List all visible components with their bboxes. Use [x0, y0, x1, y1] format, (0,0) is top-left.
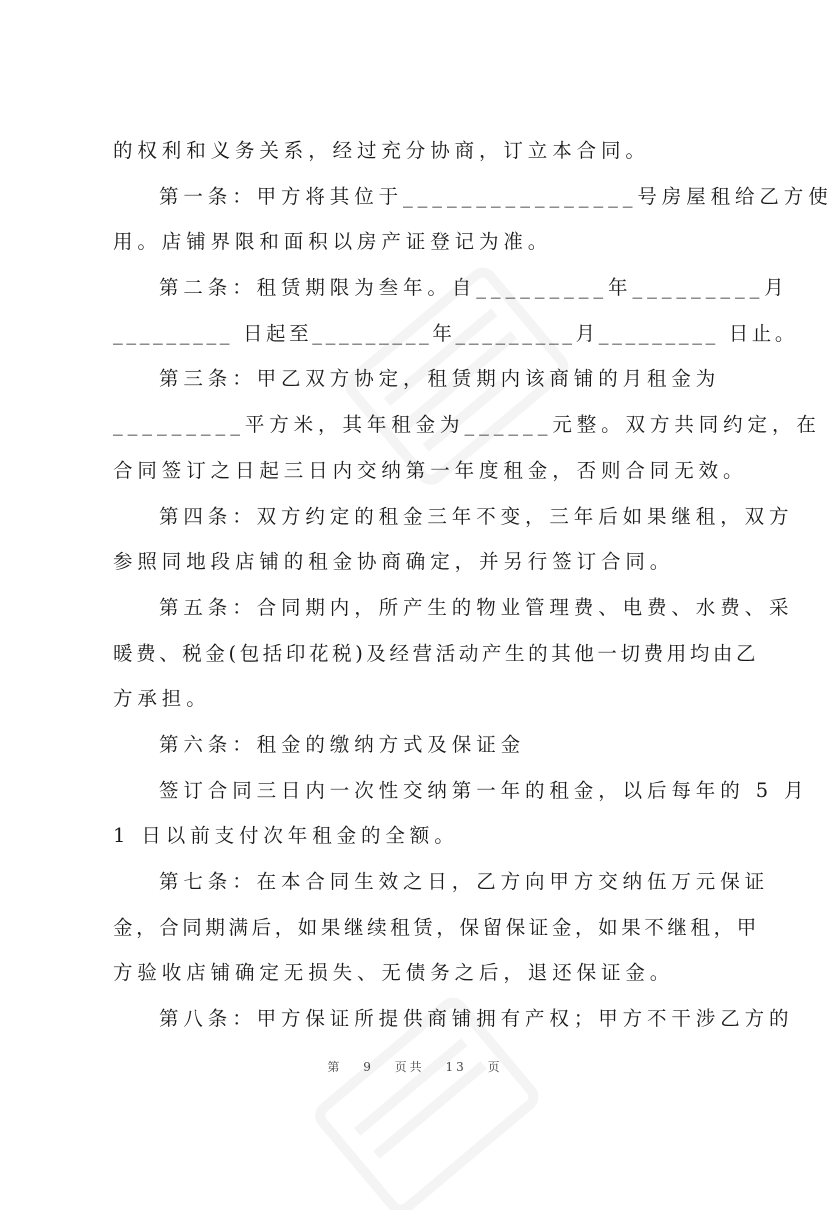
article-5-line: 第五条：合同期内，所产生的物业管理费、电费、水费、采 — [159, 595, 794, 619]
text-line: 参照同地段店铺的租金协商确定，并另行签订合同。 — [113, 550, 675, 574]
text-line: _________ 日起至_________年_________月_________ 日止。 — [113, 321, 798, 345]
article-8-line: 第八条：甲方保证所提供商铺拥有产权；甲方不干涉乙方的 — [159, 1007, 794, 1031]
text-line: 合同签订之日起三日内交纳第一年度租金，否则合同无效。 — [113, 458, 748, 482]
footer-suffix: 页 — [487, 1060, 503, 1074]
total-page-number: 13 — [445, 1060, 467, 1074]
text-line: 1 日以前支付次年租金的全额。 — [113, 824, 459, 848]
footer-prefix: 第 — [327, 1060, 343, 1074]
page-number-footer — [0, 1058, 830, 1075]
article-4-line: 第四条：双方约定的租金三年不变，三年后如果继租，双方 — [159, 504, 794, 528]
text-line: 方承担。 — [113, 687, 211, 711]
current-page-number: 9 — [363, 1060, 374, 1074]
text-line: 用。店铺界限和面积以房产证登记为准。 — [113, 230, 553, 254]
article-6-line: 第六条：租金的缴纳方式及保证金 — [159, 732, 526, 756]
text-line: _________平方米，其年租金为______元整。双方共同约定，在 — [113, 413, 821, 437]
article-1-line: 第一条：甲方将其位于________________号房屋租给乙方使 — [159, 184, 833, 208]
text-line: 金，合同期满后，如果继续租赁，保留保证金，如果不继租，甲 — [113, 915, 760, 939]
contract-body — [113, 128, 833, 1042]
article-7-line: 第七条：在本合同生效之日，乙方向甲方交纳伍万元保证 — [159, 870, 770, 893]
article-3-line: 第三条：甲乙双方协定，租赁期内该商铺的月租金为 — [159, 367, 721, 391]
footer-middle: 页共 — [394, 1060, 425, 1074]
text-line: 签订合同三日内一次性交纳第一年的租金，以后每年的 5 月 — [159, 778, 809, 802]
text-line: 方验收店铺确定无损失、无债务之后，退还保证金。 — [113, 961, 675, 985]
text-line: 的权利和义务关系，经过充分协商，订立本合同。 — [113, 139, 650, 162]
article-2-line: 第二条：租赁期限为叁年。自_________年_________月 — [159, 276, 789, 300]
text-line: 暖费、税金(包括印花税)及经营活动产生的其他一切费用均由乙 — [113, 641, 760, 665]
